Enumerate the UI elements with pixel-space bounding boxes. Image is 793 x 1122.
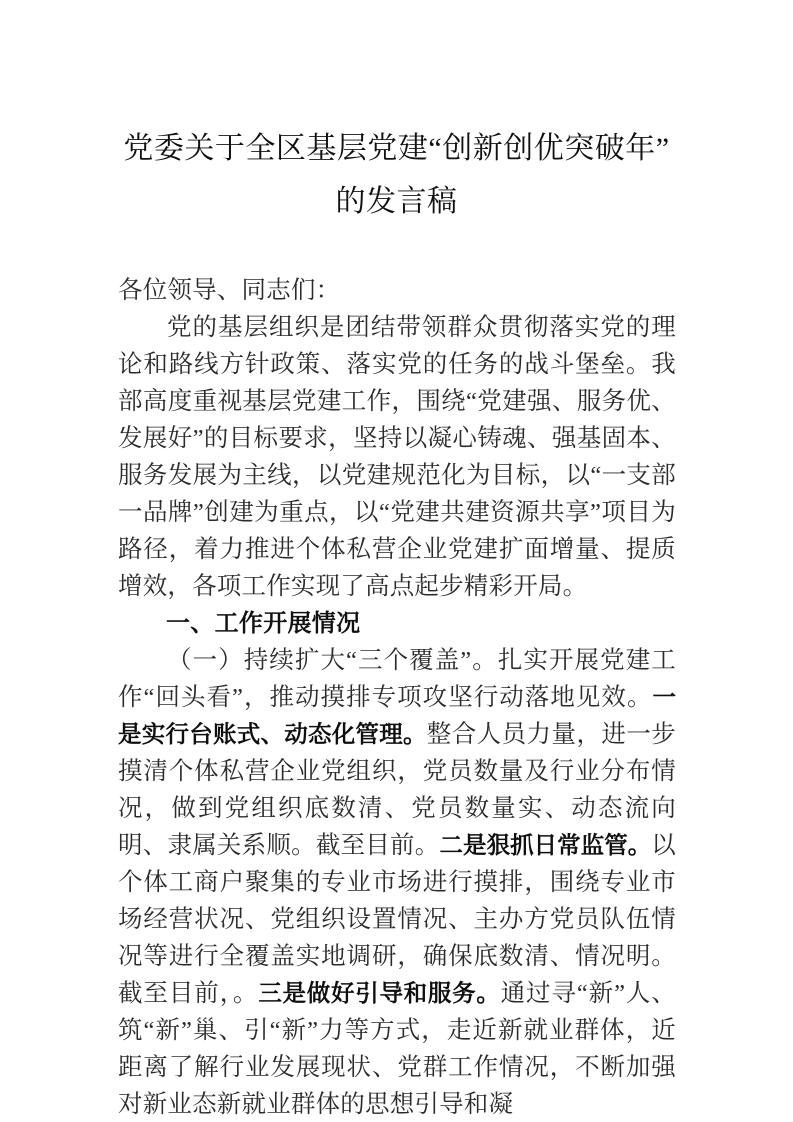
document-title-line-2: 的发言稿 xyxy=(335,185,458,218)
section-heading-1: 一、工作开展情况 xyxy=(166,609,361,637)
paragraph-section-one xyxy=(118,642,676,1122)
document-title-line-1: 党委关于全区基层党建“创新创优突破年” xyxy=(123,132,670,165)
salutation: 各位领导、同志们： xyxy=(118,277,341,304)
run-text: （一）持续扩大“三个覆盖”。扎实开展党建工作“回头看”，推动摸排专项攻坚行动落地见效。 xyxy=(118,647,676,711)
run-bold: 一是实行台账式、动态化管理。 xyxy=(118,683,676,748)
run-bold: 二是狠抓日常监管。 xyxy=(439,831,652,859)
document-body xyxy=(118,272,676,1122)
run-text: 以个体工商户聚集的专业市场进行摸排，围绕专业市场经营状况、党组织设置情况、主办方党员队伍情况等进行全覆盖实地调研，确保底数清、情况明。截至目前，。 xyxy=(118,832,676,1007)
document-title xyxy=(60,122,733,228)
paragraph-intro: 党的基层组织是团结带领群众贯彻落实党的理论和路线方针政策、落实党的任务的战斗堡垒。我部高度重视基层党建工作，围绕“党建强、服务优、发展好”的目标要求，坚持以凝心铸魂、强基固本、服务发展为主线，以党建规范化为目标，以“一支部一品牌”创建为重点，以“党建共建资源共享”项目为路径，着力推进个体私营企业党建扩面增量、提质增效，各项工作实现了高点起步精彩开局。 xyxy=(118,314,676,600)
run-bold: 三是做好引导和服务。 xyxy=(258,979,501,1007)
run-text: 通过寻“新”人、筑“新”巢、引“新”力等方式，走近新就业群体，近距离了解行业发展现状、党群工作情况，不断加强对新业态新就业群体的思想引导和凝 xyxy=(118,980,677,1118)
run-text: 整合人员力量，进一步摸清个体私营企业党组织，党员数量及行业分布情况，做到党组织底数清、党员数量实、动态流向明、隶属关系顺。截至目前。 xyxy=(118,721,676,859)
